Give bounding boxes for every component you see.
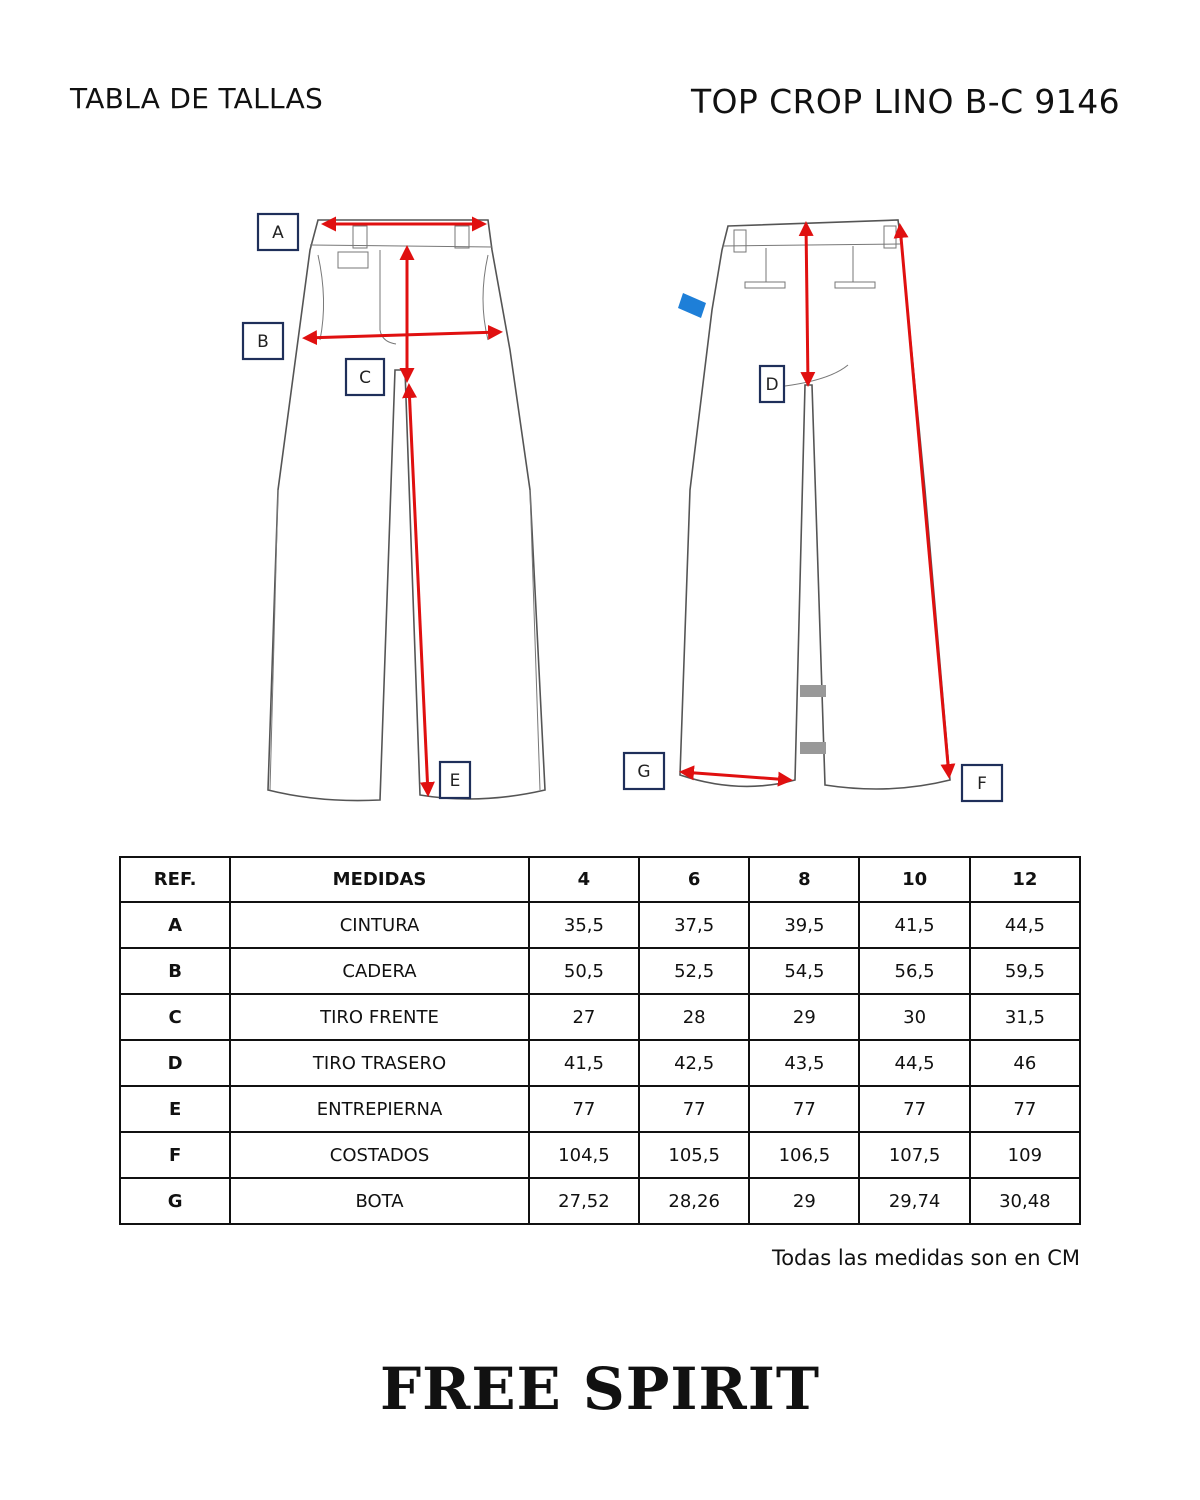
pants-diagram <box>0 190 1200 830</box>
cell: 29 <box>749 994 859 1040</box>
cell: 50,5 <box>529 948 639 994</box>
header-size-8: 8 <box>749 857 859 902</box>
svg-text:F: F <box>977 774 987 794</box>
table-row <box>120 994 1080 1040</box>
row-name: CADERA <box>230 948 529 994</box>
row-ref: B <box>120 948 230 994</box>
cell: 31,5 <box>970 994 1080 1040</box>
cell: 43,5 <box>749 1040 859 1086</box>
table-header-row <box>120 857 1080 902</box>
row-ref: G <box>120 1178 230 1224</box>
cell: 41,5 <box>529 1040 639 1086</box>
cell: 104,5 <box>529 1132 639 1178</box>
label-b <box>243 323 283 359</box>
cell: 28 <box>639 994 749 1040</box>
row-ref: D <box>120 1040 230 1086</box>
cell: 77 <box>970 1086 1080 1132</box>
cell: 29,74 <box>859 1178 969 1224</box>
back-view <box>678 220 950 789</box>
table-row <box>120 1132 1080 1178</box>
cell: 77 <box>859 1086 969 1132</box>
svg-text:E: E <box>449 771 461 791</box>
cell: 46 <box>970 1040 1080 1086</box>
svg-text:A: A <box>272 223 284 243</box>
cell: 44,5 <box>859 1040 969 1086</box>
cell: 77 <box>749 1086 859 1132</box>
header-size-10: 10 <box>859 857 969 902</box>
row-name: TIRO TRASERO <box>230 1040 529 1086</box>
cell: 37,5 <box>639 902 749 948</box>
size-table <box>119 856 1081 1225</box>
row-name: COSTADOS <box>230 1132 529 1178</box>
cell: 56,5 <box>859 948 969 994</box>
table-row <box>120 1086 1080 1132</box>
label-d <box>760 366 784 402</box>
label-e <box>440 762 470 798</box>
cell: 107,5 <box>859 1132 969 1178</box>
cell: 52,5 <box>639 948 749 994</box>
row-name: ENTREPIERNA <box>230 1086 529 1132</box>
header-medidas: MEDIDAS <box>230 857 529 902</box>
cell: 54,5 <box>749 948 859 994</box>
cell: 27,52 <box>529 1178 639 1224</box>
product-title: TOP CROP LINO B-C 9146 <box>691 82 1120 121</box>
cell: 106,5 <box>749 1132 859 1178</box>
header-size-6: 6 <box>639 857 749 902</box>
cell: 30,48 <box>970 1178 1080 1224</box>
cell: 109 <box>970 1132 1080 1178</box>
row-ref: E <box>120 1086 230 1132</box>
cell: 42,5 <box>639 1040 749 1086</box>
front-view <box>268 220 545 801</box>
row-ref: A <box>120 902 230 948</box>
cell: 59,5 <box>970 948 1080 994</box>
cell: 77 <box>639 1086 749 1132</box>
label-c <box>346 359 384 395</box>
row-name: CINTURA <box>230 902 529 948</box>
table-row <box>120 902 1080 948</box>
svg-text:B: B <box>257 332 269 352</box>
row-ref: C <box>120 994 230 1040</box>
label-f <box>962 765 1002 801</box>
cell: 35,5 <box>529 902 639 948</box>
cell: 39,5 <box>749 902 859 948</box>
label-g <box>624 753 664 789</box>
row-ref: F <box>120 1132 230 1178</box>
cell: 27 <box>529 994 639 1040</box>
header-size-12: 12 <box>970 857 1080 902</box>
units-note: Todas las medidas son en CM <box>771 1246 1080 1270</box>
label-a <box>258 214 298 250</box>
cell: 41,5 <box>859 902 969 948</box>
table-row <box>120 948 1080 994</box>
row-name: BOTA <box>230 1178 529 1224</box>
brand-logo: FREE SPIRIT <box>379 1355 821 1423</box>
cell: 44,5 <box>970 902 1080 948</box>
header-ref: REF. <box>120 857 230 902</box>
header-size-4: 4 <box>529 857 639 902</box>
table-row <box>120 1178 1080 1224</box>
page-title: TABLA DE TALLAS <box>70 82 324 115</box>
svg-text:G: G <box>637 762 651 782</box>
svg-text:D: D <box>765 375 779 395</box>
cell: 28,26 <box>639 1178 749 1224</box>
cell: 29 <box>749 1178 859 1224</box>
row-name: TIRO FRENTE <box>230 994 529 1040</box>
cell: 105,5 <box>639 1132 749 1178</box>
table-row <box>120 1040 1080 1086</box>
svg-text:C: C <box>359 368 371 388</box>
cell: 30 <box>859 994 969 1040</box>
cell: 77 <box>529 1086 639 1132</box>
